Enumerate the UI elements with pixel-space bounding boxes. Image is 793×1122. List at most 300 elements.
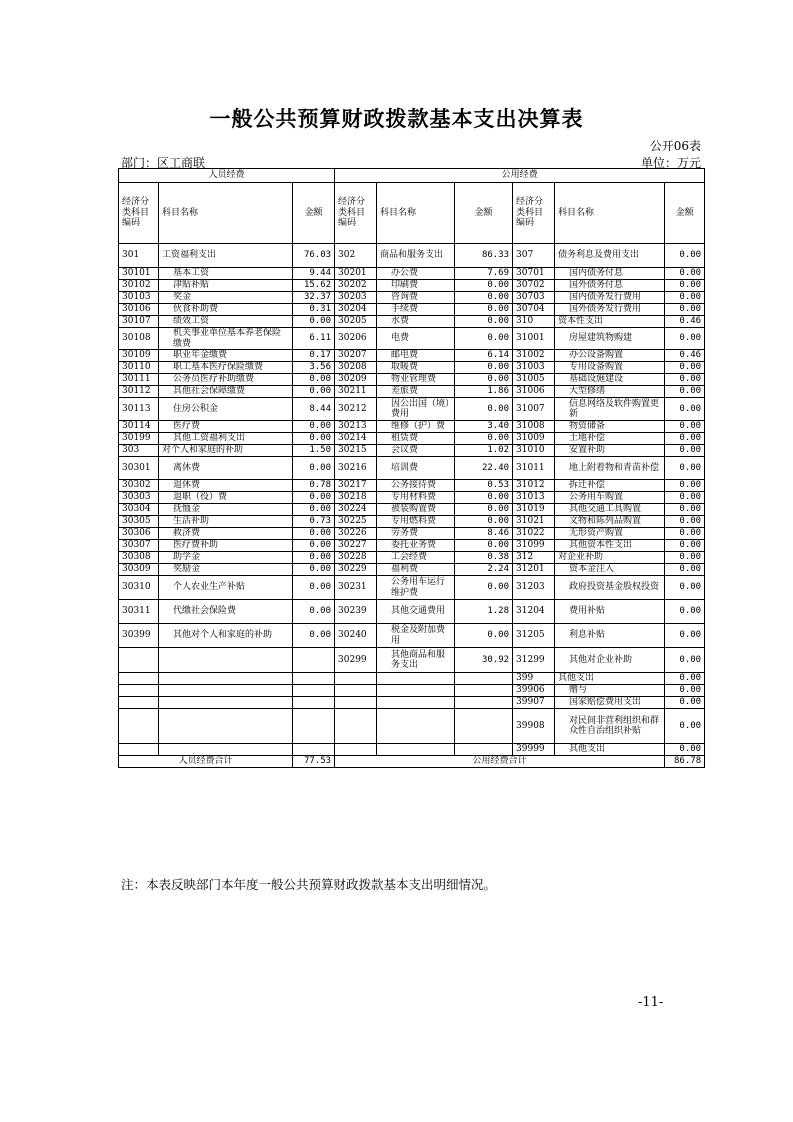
cell-name: 其他工资福利支出 [159,433,293,445]
cell-name: 因公出国（境）费用 [377,398,455,421]
cell-code: 31299 [513,648,555,673]
cell-amount: 0.00 [455,433,513,445]
cell-amount: 1.02 [455,445,513,457]
cell-amount: 0.00 [665,648,705,673]
cell-amount [293,685,335,697]
cell-amount: 0.46 [665,350,705,362]
cell-name: 土地补偿 [555,433,665,445]
table-row [119,386,705,398]
cell-amount [455,744,513,756]
cell-code: 31002 [513,350,555,362]
cell-amount: 0.00 [665,421,705,433]
cell-amount: 0.00 [665,362,705,374]
cell-amount: 8.46 [455,528,513,540]
public-total-label: 公用经费合计 [335,756,665,768]
cell-code: 30108 [119,328,159,350]
cell-name: 公务接待费 [377,480,455,492]
cell-amount: 6.11 [293,328,335,350]
cell-amount: 0.00 [455,374,513,386]
cell-amount: 0.78 [293,480,335,492]
cell-name: 救济费 [159,528,293,540]
cell-name: 公务员医疗补助缴费 [159,374,293,386]
table-row [119,280,705,292]
cell-amount: 1.86 [455,386,513,398]
cell-name: 工会经费 [377,552,455,564]
table-row [119,492,705,504]
table-row [119,433,705,445]
cell-name: 房屋建筑物购建 [555,328,665,350]
cell-name: 职工基本医疗保险缴费 [159,362,293,374]
table-row [119,564,705,576]
cell-code: 31011 [513,457,555,480]
cell-amount: 0.00 [455,516,513,528]
cell-code: 31021 [513,516,555,528]
cell-code: 39999 [513,744,555,756]
cell-name: 商品和服务支出 [377,244,455,268]
cell-amount: 0.00 [293,386,335,398]
department-label: 部门：区工商联 [121,156,206,170]
cell-amount: 0.00 [293,624,335,648]
cell-name: 对企业补助 [555,552,665,564]
cell-name: 机关事业单位基本养老保险缴费 [159,328,293,350]
cell-amount [293,744,335,756]
table-row [119,516,705,528]
col-header-code: 经济分类科目编码 [513,183,555,244]
cell-code: 30299 [335,648,377,673]
cell-amount: 0.73 [293,516,335,528]
cell-amount: 0.00 [293,316,335,328]
cell-code: 30226 [335,528,377,540]
cell-amount: 32.37 [293,292,335,304]
cell-code: 31007 [513,398,555,421]
col-header-amount: 金额 [293,183,335,244]
cell-name [159,709,293,744]
table-row [119,316,705,328]
table-row [119,244,705,268]
cell-name: 公务用车购置 [555,492,665,504]
cell-code [335,709,377,744]
cell-code [119,673,159,685]
cell-amount [293,673,335,685]
cell-name: 专用材料费 [377,492,455,504]
cell-name: 咨询费 [377,292,455,304]
cell-code: 30106 [119,304,159,316]
table-row [119,697,705,709]
cell-code [335,744,377,756]
cell-name: 对个人和家庭的补助 [159,445,293,457]
cell-amount: 86.33 [455,244,513,268]
cell-name: 差旅费 [377,386,455,398]
cell-amount: 0.00 [665,292,705,304]
cell-amount: 0.00 [455,304,513,316]
cell-code: 39908 [513,709,555,744]
cell-name: 政府投资基金股权投资 [555,576,665,600]
cell-name: 退职（役）费 [159,492,293,504]
cell-name: 地上附着物和青苗补偿 [555,457,665,480]
table-row [119,480,705,492]
cell-name: 其他社会保障缴费 [159,386,293,398]
cell-code: 30206 [335,328,377,350]
cell-amount: 0.53 [455,480,513,492]
cell-code [119,648,159,673]
cell-amount: 3.56 [293,362,335,374]
cell-amount: 0.00 [455,504,513,516]
cell-name: 对民间非营利组织和群众性自治组织补贴 [555,709,665,744]
cell-code: 31203 [513,576,555,600]
cell-name: 退休费 [159,480,293,492]
cell-amount: 76.03 [293,244,335,268]
cell-name: 国外债务付息 [555,280,665,292]
cell-amount: 0.00 [455,280,513,292]
cell-name [159,685,293,697]
cell-amount: 0.00 [665,528,705,540]
cell-code: 30207 [335,350,377,362]
cell-name [377,697,455,709]
cell-name [159,673,293,685]
group-header-row [119,169,705,183]
cell-name [377,685,455,697]
table-row [119,350,705,362]
cell-name: 信息网络及软件购置更新 [555,398,665,421]
cell-name: 赠与 [555,685,665,697]
cell-amount: 0.00 [665,328,705,350]
cell-amount: 0.00 [665,600,705,624]
cell-amount: 0.00 [455,316,513,328]
cell-amount: 0.00 [665,564,705,576]
cell-name: 委托业务费 [377,540,455,552]
cell-amount: 0.00 [455,492,513,504]
cell-name: 劳务费 [377,528,455,540]
cell-name: 国内债务发行费用 [555,292,665,304]
cell-name: 国内债务付息 [555,268,665,280]
cell-amount: 8.44 [293,398,335,421]
cell-amount: 15.62 [293,280,335,292]
cell-name: 其他支出 [555,673,665,685]
cell-name: 专用燃料费 [377,516,455,528]
cell-name: 邮电费 [377,350,455,362]
cell-code: 302 [335,244,377,268]
col-header-name: 科目名称 [159,183,293,244]
cell-code: 30227 [335,540,377,552]
cell-amount: 0.31 [293,304,335,316]
cell-amount: 0.00 [665,244,705,268]
cell-code: 30212 [335,398,377,421]
table-row [119,328,705,350]
cell-amount: 0.00 [293,552,335,564]
cell-amount: 2.24 [455,564,513,576]
cell-code: 39907 [513,697,555,709]
cell-name: 资本性支出 [555,316,665,328]
cell-code: 30103 [119,292,159,304]
cell-amount: 0.00 [455,576,513,600]
cell-code: 30218 [335,492,377,504]
expenditure-table [118,168,705,768]
cell-name: 公务用车运行维护费 [377,576,455,600]
cell-name: 国家赔偿费用支出 [555,697,665,709]
cell-name: 代缴社会保险费 [159,600,293,624]
cell-code: 30702 [513,280,555,292]
cell-amount: 0.00 [293,492,335,504]
cell-code: 30107 [119,316,159,328]
cell-name: 安置补助 [555,445,665,457]
cell-code: 30310 [119,576,159,600]
cell-name: 会议费 [377,445,455,457]
cell-name: 维修（护）费 [377,421,455,433]
cell-amount: 0.00 [455,540,513,552]
cell-code: 31019 [513,504,555,516]
cell-name: 抚恤金 [159,504,293,516]
cell-name: 办公费 [377,268,455,280]
cell-name: 津贴补贴 [159,280,293,292]
cell-code: 31099 [513,540,555,552]
cell-name: 其他对企业补助 [555,648,665,673]
cell-amount: 0.00 [293,564,335,576]
cell-code: 30701 [513,268,555,280]
cell-name: 医疗费补助 [159,540,293,552]
cell-amount: 0.00 [665,516,705,528]
cell-code: 30209 [335,374,377,386]
table-row [119,457,705,480]
cell-name: 大型修缮 [555,386,665,398]
cell-name: 奖金 [159,292,293,304]
cell-amount [455,709,513,744]
table-row [119,552,705,564]
cell-code: 30304 [119,504,159,516]
table-row [119,540,705,552]
cell-name: 资本金注入 [555,564,665,576]
cell-name: 债务利息及费用支出 [555,244,665,268]
cell-code [119,709,159,744]
cell-code: 31010 [513,445,555,457]
cell-amount [455,697,513,709]
cell-amount: 0.00 [665,268,705,280]
cell-amount: 0.00 [665,624,705,648]
cell-amount [455,673,513,685]
cell-name: 文物和陈列品购置 [555,516,665,528]
cell-amount: 0.17 [293,350,335,362]
cell-code: 31205 [513,624,555,648]
personnel-total-value: 77.53 [293,756,335,768]
cell-amount: 0.00 [293,600,335,624]
col-header-name: 科目名称 [555,183,665,244]
cell-amount: 0.00 [665,386,705,398]
cell-code: 30225 [335,516,377,528]
cell-amount: 1.50 [293,445,335,457]
cell-amount: 0.00 [665,504,705,516]
cell-name: 手续费 [377,304,455,316]
cell-name: 伙食补助费 [159,304,293,316]
cell-code: 307 [513,244,555,268]
cell-amount: 30.92 [455,648,513,673]
cell-name: 水费 [377,316,455,328]
cell-amount: 22.40 [455,457,513,480]
cell-name [377,744,455,756]
cell-name: 被装购置费 [377,504,455,516]
cell-code: 30214 [335,433,377,445]
cell-name: 福利费 [377,564,455,576]
cell-amount: 0.00 [665,433,705,445]
cell-code: 30204 [335,304,377,316]
table-row [119,268,705,280]
table-row [119,398,705,421]
cell-amount: 0.00 [665,744,705,756]
cell-name: 其他交通费用 [377,600,455,624]
group-header-personnel: 人员经费 [119,169,335,183]
cell-name: 其他商品和服务支出 [377,648,455,673]
cell-name: 工资福利支出 [159,244,293,268]
cell-code: 30703 [513,292,555,304]
cell-name: 培训费 [377,457,455,480]
cell-code: 30205 [335,316,377,328]
cell-amount: 7.69 [455,268,513,280]
cell-code [119,744,159,756]
cell-amount: 0.00 [455,292,513,304]
cell-amount: 0.00 [293,540,335,552]
cell-amount: 0.00 [665,540,705,552]
cell-amount [293,648,335,673]
cell-name: 奖励金 [159,564,293,576]
cell-code: 301 [119,244,159,268]
cell-code: 30224 [335,504,377,516]
cell-code: 30111 [119,374,159,386]
cell-code: 30704 [513,304,555,316]
cell-code: 399 [513,673,555,685]
cell-amount [293,697,335,709]
cell-name: 物资储备 [555,421,665,433]
cell-amount: 0.00 [293,528,335,540]
cell-name: 专用设备购置 [555,362,665,374]
cell-code: 30231 [335,576,377,600]
cell-name [159,744,293,756]
cell-name: 无形资产购置 [555,528,665,540]
cell-code: 30228 [335,552,377,564]
cell-amount [293,709,335,744]
cell-code: 312 [513,552,555,564]
cell-code: 30208 [335,362,377,374]
cell-amount: 0.00 [455,398,513,421]
cell-amount: 0.00 [665,709,705,744]
cell-code: 30302 [119,480,159,492]
cell-amount: 0.00 [293,457,335,480]
personnel-total-label: 人员经费合计 [119,756,293,768]
cell-amount: 0.00 [665,492,705,504]
cell-code: 30399 [119,624,159,648]
col-header-amount: 金额 [665,183,705,244]
cell-name [159,697,293,709]
cell-name: 其他交通工具购置 [555,504,665,516]
col-header-code: 经济分类科目编码 [335,183,377,244]
col-header-name: 科目名称 [377,183,455,244]
cell-code: 30211 [335,386,377,398]
cell-code: 30112 [119,386,159,398]
cell-amount: 0.00 [665,280,705,292]
cell-amount: 3.40 [455,421,513,433]
cell-code: 31204 [513,600,555,624]
cell-name: 离休费 [159,457,293,480]
table-row [119,600,705,624]
cell-amount: 9.44 [293,268,335,280]
cell-code [335,685,377,697]
cell-amount: 0.00 [665,673,705,685]
cell-amount: 6.14 [455,350,513,362]
cell-name: 基本工资 [159,268,293,280]
column-header-row [119,183,705,244]
cell-name: 电费 [377,328,455,350]
cell-amount: 1.28 [455,600,513,624]
cell-name: 其他资本性支出 [555,540,665,552]
table-row [119,673,705,685]
cell-name: 住房公积金 [159,398,293,421]
cell-amount: 0.00 [293,576,335,600]
cell-name: 个人农业生产补贴 [159,576,293,600]
cell-name: 租赁费 [377,433,455,445]
page-title: 一般公共预算财政拨款基本支出决算表 [209,107,584,131]
col-header-amount: 金额 [455,183,513,244]
cell-amount: 0.00 [293,433,335,445]
cell-code: 30303 [119,492,159,504]
cell-amount: 0.00 [293,374,335,386]
cell-code: 303 [119,445,159,457]
cell-code: 31001 [513,328,555,350]
cell-code: 30215 [335,445,377,457]
cell-name: 其他支出 [555,744,665,756]
cell-amount: 0.00 [293,421,335,433]
cell-name: 印刷费 [377,280,455,292]
cell-code: 31022 [513,528,555,540]
table-row [119,648,705,673]
cell-name [377,709,455,744]
cell-name: 生活补助 [159,516,293,528]
cell-name: 绩效工资 [159,316,293,328]
table-row [119,504,705,516]
table-row [119,528,705,540]
cell-code: 30201 [335,268,377,280]
table-row [119,445,705,457]
table-note: 注：本表反映部门本年度一般公共预算财政拨款基本支出明细情况。 [121,877,497,892]
cell-name: 其他对个人和家庭的补助 [159,624,293,648]
cell-code: 31003 [513,362,555,374]
table-row [119,709,705,744]
page-number: -11- [638,995,664,1010]
cell-name: 国外债务发行费用 [555,304,665,316]
cell-name: 拆迁补偿 [555,480,665,492]
cell-amount: 0.00 [665,552,705,564]
cell-code [119,697,159,709]
cell-code [335,673,377,685]
cell-code: 30239 [335,600,377,624]
totals-row [119,756,705,768]
cell-code: 30309 [119,564,159,576]
cell-code: 30229 [335,564,377,576]
cell-code: 31201 [513,564,555,576]
cell-code [119,685,159,697]
cell-code [335,697,377,709]
cell-name: 助学金 [159,552,293,564]
cell-amount: 0.00 [665,576,705,600]
cell-code: 31009 [513,433,555,445]
cell-name: 基础设施建设 [555,374,665,386]
cell-amount: 0.00 [665,697,705,709]
cell-amount: 0.00 [455,328,513,350]
cell-code: 30110 [119,362,159,374]
cell-amount: 0.00 [665,374,705,386]
table-row [119,421,705,433]
cell-name [377,673,455,685]
cell-code: 30102 [119,280,159,292]
cell-amount: 0.46 [665,316,705,328]
cell-code: 30199 [119,433,159,445]
cell-name: 办公设备购置 [555,350,665,362]
